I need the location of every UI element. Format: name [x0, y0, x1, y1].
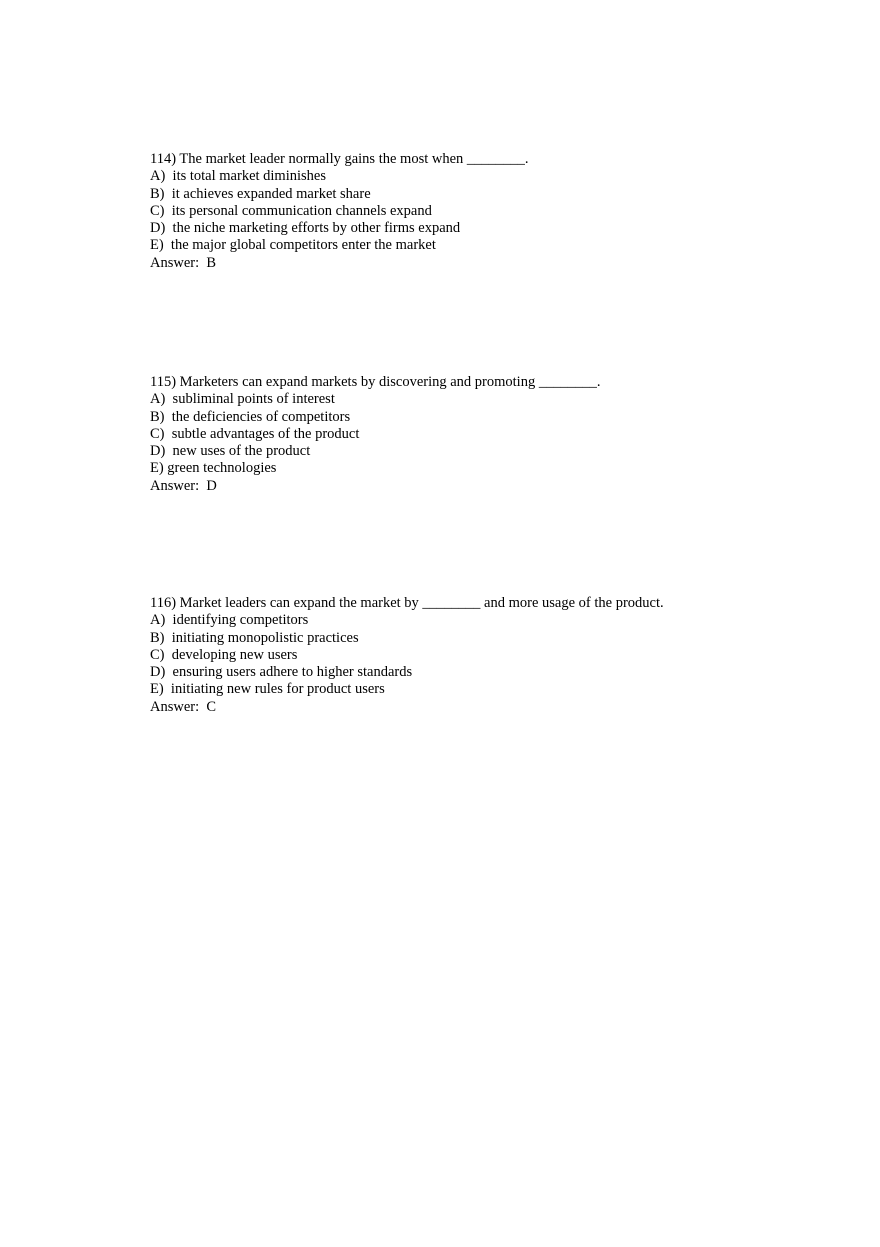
- option-d: D) the niche marketing efforts by other firms expand: [150, 220, 461, 237]
- option-a: A) identifying competitors: [150, 612, 309, 629]
- option-c: C) subtle advantages of the product: [150, 425, 360, 442]
- answer-line: Answer: B: [150, 254, 217, 271]
- option-e: E) initiating new rules for product users: [150, 681, 385, 698]
- option-b: B) initiating monopolistic practices: [150, 629, 359, 646]
- question-stem: 116) Market leaders can expand the market by ________ and more usage of the product.: [150, 595, 664, 611]
- option-b: B) it achieves expanded market share: [150, 185, 371, 202]
- answer-line: Answer: C: [150, 698, 217, 715]
- question-116: [150, 595, 790, 716]
- option-b: B) the deficiencies of competitors: [150, 408, 351, 425]
- option-d: D) ensuring users adhere to higher standards: [150, 664, 413, 681]
- option-e: E) green technologies: [150, 460, 277, 477]
- option-e: E) the major global competitors enter the market: [150, 237, 436, 254]
- question-115: [150, 374, 790, 495]
- option-a: A) its total market diminishes: [150, 168, 326, 185]
- question-114: [150, 151, 790, 272]
- question-stem: 114) The market leader normally gains the most when ________.: [150, 151, 529, 167]
- option-c: C) developing new users: [150, 646, 298, 663]
- option-a: A) subliminal points of interest: [150, 391, 335, 408]
- option-c: C) its personal communication channels expand: [150, 202, 432, 219]
- option-d: D) new uses of the product: [150, 443, 311, 460]
- question-stem: 115) Marketers can expand markets by discovering and promoting ________.: [150, 374, 601, 390]
- answer-line: Answer: D: [150, 477, 217, 494]
